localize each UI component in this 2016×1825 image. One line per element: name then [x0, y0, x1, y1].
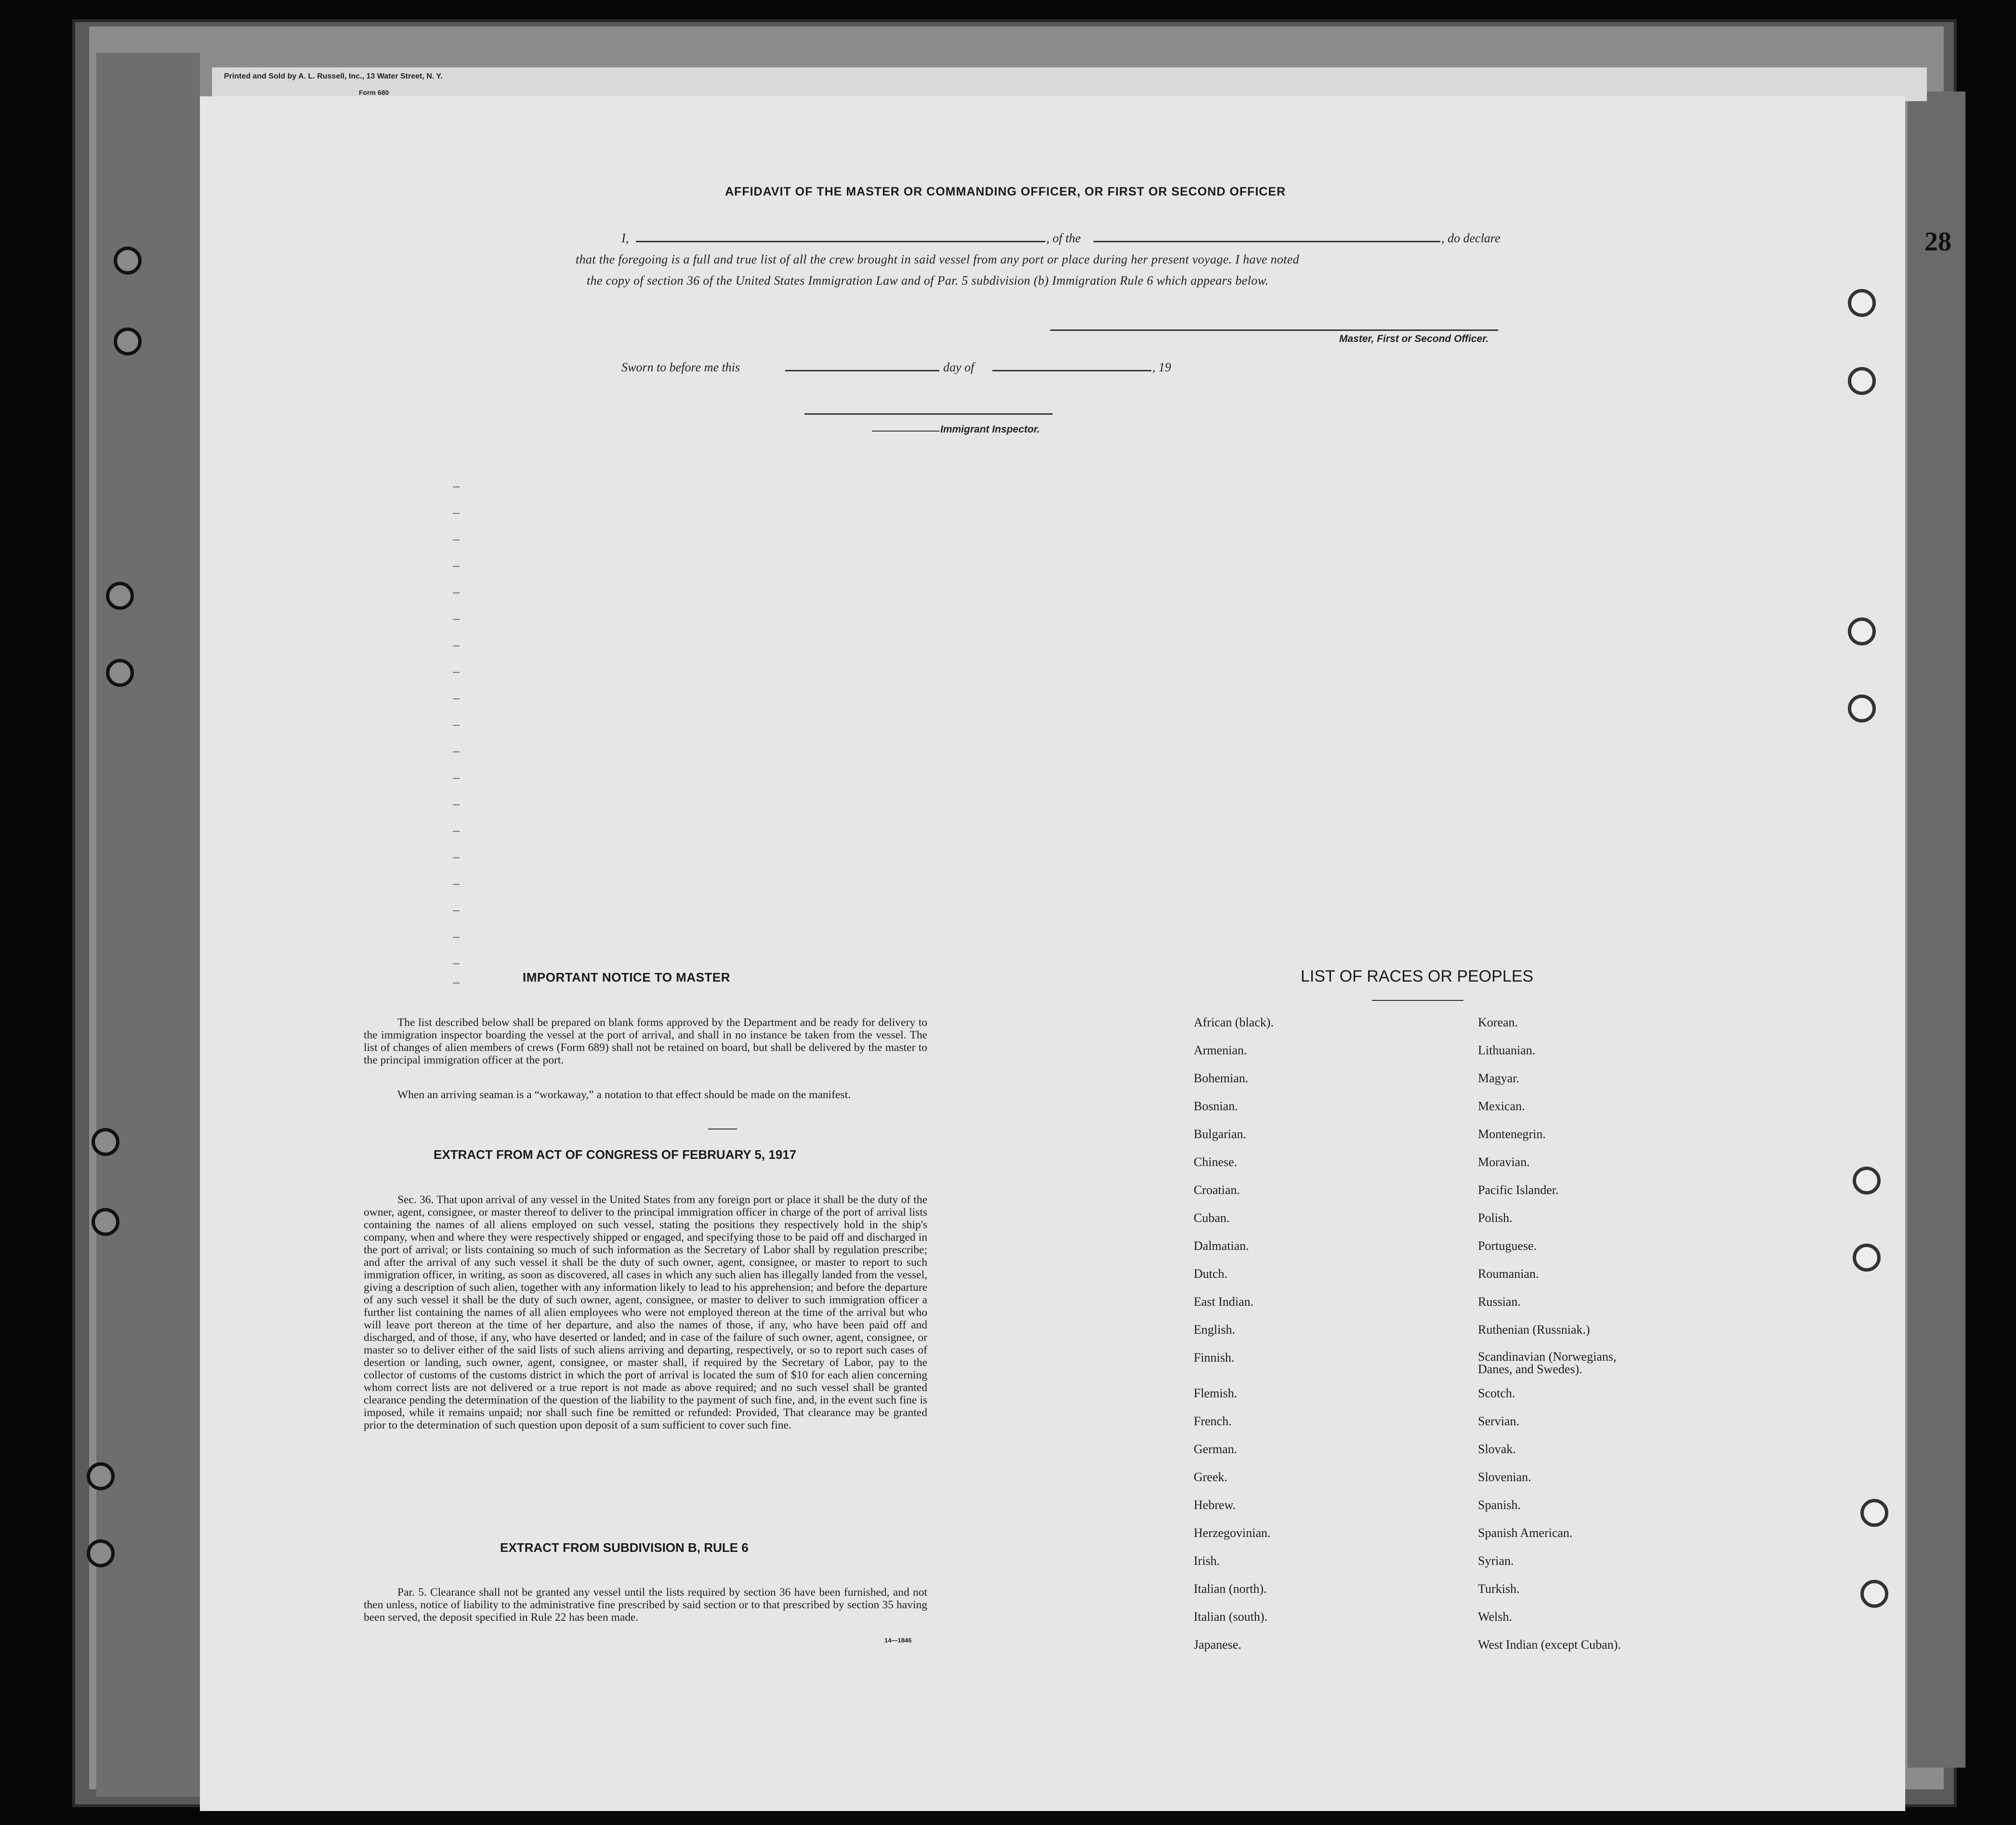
- race-item: Turkish.: [1478, 1582, 1520, 1596]
- race-item: Lithuanian.: [1478, 1043, 1536, 1057]
- affidavit-declare-label: , do declare: [1441, 231, 1501, 245]
- race-item: Polish.: [1478, 1211, 1513, 1225]
- races-title: LIST OF RACES OR PEOPLES: [1301, 967, 1534, 985]
- race-item: Italian (north).: [1194, 1582, 1267, 1596]
- punch-hole: [1860, 1580, 1888, 1608]
- day-of-label: day of: [943, 360, 975, 374]
- race-item: Welsh.: [1478, 1610, 1512, 1624]
- margin-tick: [453, 566, 460, 567]
- race-item: Scandinavian (Norwegians, Danes, and Swedes).: [1478, 1350, 1617, 1376]
- margin-tick: [453, 698, 460, 699]
- punch-hole: [1860, 1499, 1888, 1527]
- punch-hole: [87, 1462, 115, 1490]
- race-item: Pacific Islander.: [1478, 1183, 1559, 1197]
- extract-rule-title: EXTRACT FROM SUBDIVISION B, RULE 6: [500, 1540, 749, 1555]
- race-item: Moravian.: [1478, 1155, 1530, 1169]
- sworn-day-blank[interactable]: [785, 370, 939, 371]
- race-item: Bosnian.: [1194, 1099, 1238, 1113]
- race-item: Montenegrin.: [1478, 1127, 1546, 1141]
- printer-imprint: Printed and Sold by A. L. Russell, Inc., 13 Water Street, N. Y.: [224, 72, 443, 80]
- master-signature-blank[interactable]: [1050, 329, 1498, 331]
- master-signature-label: Master, First or Second Officer.: [1339, 333, 1489, 344]
- punch-hole: [92, 1208, 119, 1236]
- margin-tick: [453, 725, 460, 726]
- document-page: [200, 96, 1905, 1811]
- race-item: Servian.: [1478, 1414, 1519, 1428]
- extract-rule-text: Par. 5. Clearance shall not be granted any vessel until the lists required by section 36 have been furnished, and not then unless, notice of liability to the administrative fine prescribed by said section or to that prescribed by section 35 having been served, the deposit specified in Rule 22 has been made.: [364, 1586, 927, 1624]
- race-item: African (black).: [1194, 1015, 1274, 1029]
- race-item: Greek.: [1194, 1470, 1228, 1484]
- affidavit-of-the-label: , of the: [1046, 231, 1081, 245]
- race-item: Croatian.: [1194, 1183, 1240, 1197]
- margin-tick: [453, 937, 460, 938]
- race-item: Scotch.: [1478, 1386, 1515, 1400]
- punch-hole: [1848, 367, 1876, 395]
- punch-hole: [1853, 1244, 1881, 1272]
- sworn-month-blank[interactable]: [992, 370, 1151, 371]
- margin-tick: [453, 619, 460, 620]
- race-item: French.: [1194, 1414, 1232, 1428]
- race-item: Syrian.: [1478, 1554, 1514, 1568]
- margin-tick: [453, 592, 460, 593]
- margin-tick: [453, 857, 460, 858]
- punch-hole: [106, 659, 134, 687]
- race-item: East Indian.: [1194, 1295, 1254, 1309]
- affidavit-line3: the copy of section 36 of the United States Immigration Law and of Par. 5 subdivision (b) Immigration Rule 6 which appears below.: [587, 274, 1269, 288]
- punch-hole: [92, 1128, 119, 1156]
- punch-hole: [114, 328, 142, 355]
- margin-tick: [453, 831, 460, 832]
- right-page-edge: [1908, 92, 1965, 1768]
- affidavit-line2: that the foregoing is a full and true list of all the crew brought in said vessel from any port or place during her present voyage. I have noted: [576, 252, 1300, 266]
- race-item: Magyar.: [1478, 1071, 1519, 1085]
- race-item: Slovenian.: [1478, 1470, 1531, 1484]
- master-name-blank[interactable]: [636, 241, 1045, 242]
- affidavit-title: AFFIDAVIT OF THE MASTER OR COMMANDING OFFICER, OR FIRST OR SECOND OFFICER: [725, 185, 1286, 198]
- form-code: 14—1846: [884, 1637, 912, 1644]
- punch-hole: [106, 582, 134, 610]
- punch-hole: [87, 1539, 115, 1567]
- margin-tick: [453, 884, 460, 885]
- race-item: German.: [1194, 1442, 1238, 1456]
- margin-tick: [453, 513, 460, 514]
- inspector-short-line: [872, 431, 939, 432]
- affidavit-i-label: I,: [621, 231, 629, 245]
- race-item: Chinese.: [1194, 1155, 1238, 1169]
- margin-tick: [453, 672, 460, 673]
- races-title-rule: [1372, 1000, 1463, 1001]
- race-item: Spanish American.: [1478, 1526, 1573, 1540]
- race-item: Cuban.: [1194, 1211, 1230, 1225]
- margin-tick: [453, 983, 460, 984]
- form-number: Form 680: [359, 89, 389, 96]
- punch-hole: [1848, 289, 1876, 317]
- race-item: Korean.: [1478, 1015, 1518, 1029]
- notice-title: IMPORTANT NOTICE TO MASTER: [523, 970, 730, 985]
- race-item: Hebrew.: [1194, 1498, 1236, 1512]
- race-item: Italian (south).: [1194, 1610, 1268, 1624]
- race-item: English.: [1194, 1323, 1235, 1337]
- extract-act-title: EXTRACT FROM ACT OF CONGRESS OF FEBRUARY 5, 1917: [434, 1147, 797, 1162]
- race-item: Herzegovinian.: [1194, 1526, 1271, 1540]
- margin-tick: [453, 963, 460, 964]
- inspector-signature-blank[interactable]: [804, 413, 1053, 415]
- margin-tick: [453, 804, 460, 805]
- race-item: Bulgarian.: [1194, 1127, 1247, 1141]
- punch-hole: [114, 247, 142, 275]
- notice-paragraph-1: The list described below shall be prepared on blank forms approved by the Department and be ready for delivery to the immigration inspector boarding the vessel at the port of arrival, and shall in no instance be taken from the vessel. The list of changes of alien members of crews (Form 689) shall not be retained on board, but shall be delivered by the master to the principal immigration officer at the port.: [364, 1016, 927, 1066]
- margin-tick: [453, 539, 460, 540]
- race-item: Portuguese.: [1478, 1239, 1537, 1253]
- notice-paragraph-2: When an arriving seaman is a “workaway,” a notation to that effect should be made on the manifest.: [397, 1089, 851, 1101]
- race-item: Mexican.: [1478, 1099, 1525, 1113]
- race-item: Finnish.: [1194, 1351, 1235, 1365]
- margin-tick: [453, 751, 460, 752]
- race-item: Irish.: [1194, 1554, 1220, 1568]
- race-item: Armenian.: [1194, 1043, 1247, 1057]
- punch-hole: [1853, 1167, 1881, 1195]
- sworn-label: Sworn to before me this: [621, 360, 740, 374]
- punch-hole: [1848, 617, 1876, 645]
- margin-tick: [453, 778, 460, 779]
- race-item: Dalmatian.: [1194, 1239, 1249, 1253]
- inspector-label: Immigrant Inspector.: [940, 424, 1040, 435]
- race-item: Roumanian.: [1478, 1267, 1539, 1281]
- race-item: Spanish.: [1478, 1498, 1521, 1512]
- race-item: Bohemian.: [1194, 1071, 1249, 1085]
- race-item: Japanese.: [1194, 1638, 1241, 1652]
- race-item: Slovak.: [1478, 1442, 1516, 1456]
- race-item: West Indian (except Cuban).: [1478, 1638, 1621, 1652]
- margin-tick: [453, 910, 460, 911]
- margin-tick: [453, 486, 460, 487]
- race-item: Ruthenian (Russniak.): [1478, 1323, 1590, 1337]
- margin-tick: [453, 645, 460, 646]
- page-number: 28: [1924, 227, 1951, 257]
- race-item: Flemish.: [1194, 1386, 1238, 1400]
- extract-act-text: Sec. 36. That upon arrival of any vessel in the United States from any foreign port or place it shall be the duty of the owner, agent, consignee, or master thereof to deliver to the principal immigration officer in charge of the port of arrival lists containing the names of all aliens employed on such vessel, stating the positions they respectively hold in the ship's company, when and where they were respectively shipped or engaged, and specifying those to be paid off and discharged in the port of arrival; or lists containing so much of such information as the Secretary of Labor shall by regulation prescribe; and after the arrival of any such vessel it shall be the duty of such owner, agent, consignee, or master to report to such immigration officer, in writing, as soon as discovered, all cases in which any such alien has illegally landed from the vessel, giving a description of such alien, together with any information likely to lead to his apprehension; and before the departure of any such vessel it shall be the duty of such owner, agent, consignee, or master to deliver to such immigration officer a further list containing the names of all alien employees who were not employed thereon at the time of the arrival but who will leave port thereon at the time of her departure, and also the names of those, if any, who have been paid off and discharged, and of those, if any, who have deserted or landed; and in case of the failure of such owner, agent, consignee, or master so to deliver either of the said lists of such aliens arriving and departing, respectively, or so to report such cases of desertion or landing, such owner, agent, consignee, or master shall, if required by the Secretary of Labor, pay to the collector of customs of the customs district in which the port of arrival is located the sum of $10 for each alien concerning whom correct lists are not delivered or a true report is not made as above required; and no such vessel shall be granted clearance pending the determination of the question of the liability to the payment of such fine, and, in the event such fine is imposed, while it remains unpaid; nor shall such fine be remitted or refunded: Provided, That clearance may be granted prior to the determination of such question upon deposit of a sum sufficient to cover such fine.: [364, 1194, 927, 1431]
- race-item: Dutch.: [1194, 1267, 1228, 1281]
- year-label: , 19: [1152, 360, 1171, 374]
- binding-strip: [96, 53, 200, 1797]
- punch-hole: [1848, 695, 1876, 722]
- vessel-name-blank[interactable]: [1094, 241, 1440, 242]
- race-item: Russian.: [1478, 1295, 1521, 1309]
